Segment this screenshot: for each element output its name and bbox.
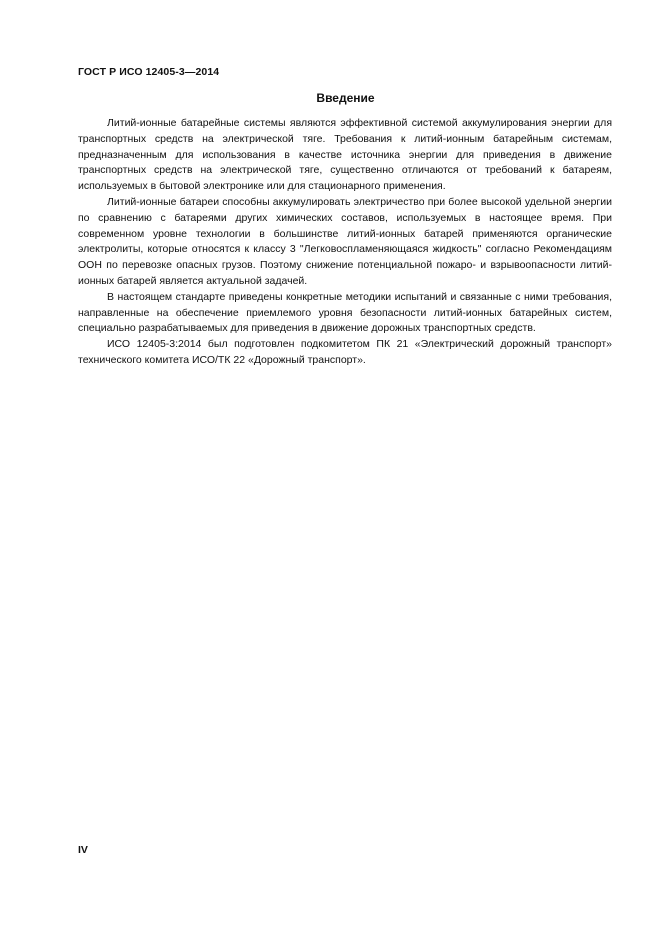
paragraph: ИСО 12405-3:2014 был подготовлен подкомитетом ПК 21 «Электрический дорожный транспорт» технического комитета ИСО/ТК 22 «Дорожный транспорт». bbox=[78, 338, 612, 366]
paragraph: Литий-ионные батарейные системы являются эффективной системой аккумулирования энергии для транспортных средств на электрической тяге. Требования к литий-ионным батарейным системам, предназначенным для использования в качестве источника энергии для приведения в движение транспортных средств на электрической тяге, существенно отличаются от требований к батареям, используемых в бытовой электронике или для стационарного применения. bbox=[78, 117, 612, 193]
document-header: ГОСТ Р ИСО 12405-3—2014 bbox=[78, 66, 220, 78]
paragraph: Литий-ионные батареи способны аккумулировать электричество при более высокой удельной энергии по сравнению с батареями других химических составов, используемых в настоящее время. При современном уровне технологии в большинстве литий-ионных батарей применяются органические электролиты, которые относятся к классу 3 "Легковоспламеняющаяся жидкость" согласно Рекомендациям ООН по перевозке опасных грузов. Поэтому снижение потенциальной пожаро- и взрывоопасности литий-ионных батарей является актуальной задачей. bbox=[78, 195, 612, 287]
paragraph: В настоящем стандарте приведены конкретные методики испытаний и связанные с ними требования, направленные на обеспечение приемлемого уровня безопасности литий-ионных батарейных систем, специально разрабатываемых для приведения в движение дорожных транспортных средств. bbox=[78, 290, 612, 335]
body-text bbox=[78, 116, 612, 369]
page-number: IV bbox=[78, 844, 88, 856]
section-title: Введение bbox=[316, 91, 375, 105]
